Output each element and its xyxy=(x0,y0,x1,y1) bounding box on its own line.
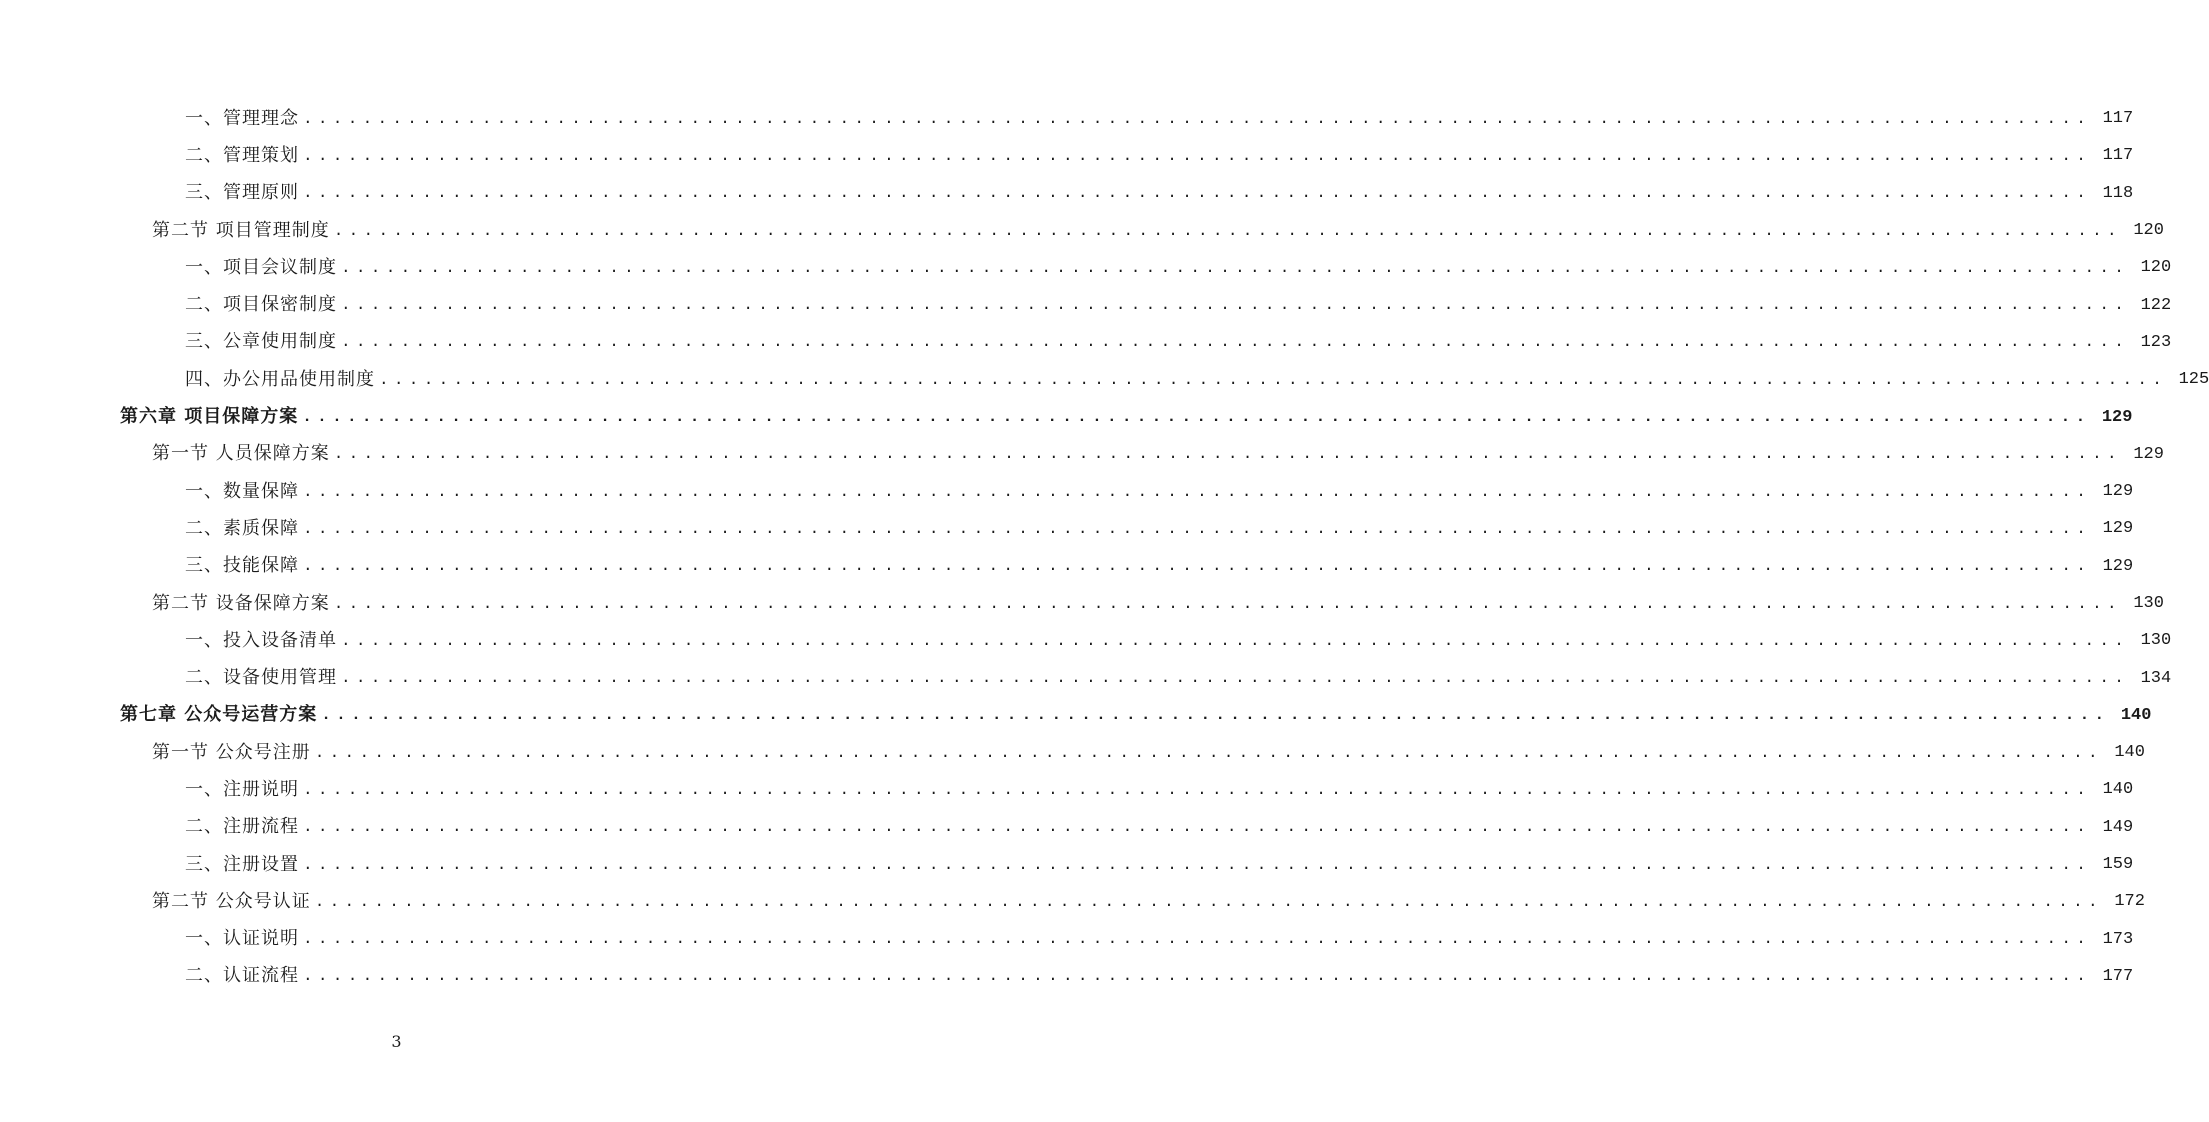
toc-dot-leader: ........................................................................................................................ xyxy=(341,258,2130,277)
toc-dot-leader: ........................................................................................................................ xyxy=(303,184,2092,203)
toc-entry-label: 二、素质保障 xyxy=(185,517,299,539)
toc-entry-item[interactable] xyxy=(0,921,2134,958)
toc-entry-section[interactable] xyxy=(0,734,2145,771)
toc-entry-page: 172 xyxy=(2114,892,2145,912)
toc-dot-leader: ........................................................................................................................ xyxy=(333,594,2122,613)
toc-entry-page: 130 xyxy=(2140,631,2172,651)
toc-entry-item[interactable] xyxy=(0,324,2172,361)
toc-dot-leader: ........................................................................................................................ xyxy=(341,296,2130,315)
toc-entry-page: 140 xyxy=(2114,743,2145,763)
toc-entry-label: 三、注册设置 xyxy=(185,853,299,875)
toc-entry-page: 129 xyxy=(2102,519,2134,539)
toc-entry-page: 173 xyxy=(2102,929,2134,949)
toc-entry-page: 129 xyxy=(2133,444,2164,464)
toc-dot-leader: ........................................................................................................................ xyxy=(303,146,2092,165)
toc-entry-page: 117 xyxy=(2102,146,2134,166)
toc-dot-leader: ........................................................................................................................ xyxy=(379,370,2168,389)
toc-entry-label: 一、投入设备清单 xyxy=(185,629,337,651)
toc-entry-label: 四、办公用品使用制度 xyxy=(185,368,375,390)
toc-entry-page: 120 xyxy=(2133,221,2164,241)
toc-dot-leader: ........................................................................................................................ xyxy=(303,818,2092,837)
toc-entry-item[interactable] xyxy=(0,473,2134,510)
toc-entry-item[interactable] xyxy=(0,809,2134,846)
toc-entry-label: 二、管理策划 xyxy=(185,144,299,166)
toc-entry-item[interactable] xyxy=(0,548,2134,585)
toc-entry-page: 129 xyxy=(2101,407,2133,427)
toc-entry-item[interactable] xyxy=(0,361,2209,398)
toc-entry-section[interactable] xyxy=(0,436,2164,473)
toc-dot-leader: ........................................................................................................................ xyxy=(303,967,2092,986)
toc-entry-label: 三、公章使用制度 xyxy=(185,331,337,353)
toc-entry-item[interactable] xyxy=(0,510,2134,547)
toc-entry-chapter[interactable] xyxy=(0,398,2133,435)
toc-entry-section[interactable] xyxy=(0,585,2164,622)
toc-entry-label: 二、设备使用管理 xyxy=(185,667,337,689)
toc-entry-item[interactable] xyxy=(0,286,2172,323)
toc-dot-leader: ........................................................................................................................ xyxy=(333,221,2122,240)
toc-entry-item[interactable] xyxy=(0,622,2172,659)
toc-dot-leader: ........................................................................................................................ xyxy=(341,333,2130,352)
toc-dot-leader: ........................................................................................................................ xyxy=(303,930,2092,949)
toc-entry-label: 第一节 人员保障方案 xyxy=(152,443,330,465)
toc-dot-leader: ........................................................................................................................ xyxy=(341,669,2130,688)
toc-entry-label: 一、数量保障 xyxy=(185,480,299,502)
toc-dot-leader: ........................................................................................................................ xyxy=(303,855,2092,874)
toc-entry-item[interactable] xyxy=(0,771,2134,808)
toc-entry-item[interactable] xyxy=(0,659,2172,696)
toc-entry-label: 一、认证说明 xyxy=(185,928,299,950)
toc-entry-section[interactable] xyxy=(0,883,2145,920)
toc-dot-leader: ........................................................................................................................ xyxy=(314,892,2103,911)
toc-entry-item[interactable] xyxy=(0,175,2134,212)
toc-dot-leader: ........................................................................................................................ xyxy=(303,109,2092,128)
toc-dot-leader: ........................................................................................................................ xyxy=(302,408,2091,427)
toc-entry-label: 三、管理原则 xyxy=(185,182,299,204)
toc-entry-page: 129 xyxy=(2102,556,2134,576)
toc-entry-label: 一、管理理念 xyxy=(185,107,299,129)
toc-entry-label: 第七章 公众号运营方案 xyxy=(120,704,318,726)
toc-entry-page: 149 xyxy=(2102,817,2134,837)
toc-entry-label: 第六章 项目保障方案 xyxy=(120,406,299,428)
toc-entry-page: 159 xyxy=(2102,855,2134,875)
toc-entry-page: 117 xyxy=(2102,109,2134,129)
toc-dot-leader: ........................................................................................................................ xyxy=(321,706,2110,725)
toc-entry-page: 140 xyxy=(2102,780,2134,800)
toc-entry-label: 二、注册流程 xyxy=(185,816,299,838)
toc-entry-page: 130 xyxy=(2133,594,2164,613)
toc-entry-label: 一、注册说明 xyxy=(185,778,299,800)
toc-entry-label: 二、认证流程 xyxy=(185,965,299,987)
toc-dot-leader: ........................................................................................................................ xyxy=(303,482,2092,501)
toc-dot-leader: ........................................................................................................................ xyxy=(303,557,2092,576)
toc-entry-label: 第二节 设备保障方案 xyxy=(152,592,330,614)
toc-entry-item[interactable] xyxy=(0,846,2134,883)
toc-entry-label: 三、技能保障 xyxy=(185,555,299,577)
toc-entry-page: 123 xyxy=(2140,332,2172,352)
toc-entry-label: 第二节 项目管理制度 xyxy=(152,219,330,241)
toc-entry-chapter[interactable] xyxy=(0,697,2152,734)
toc-dot-leader: ........................................................................................................................ xyxy=(333,445,2122,464)
toc-entry-item[interactable] xyxy=(0,249,2172,286)
toc-entry-page: 125 xyxy=(2178,370,2209,390)
toc-entry-page: 140 xyxy=(2120,705,2152,725)
toc-entry-item[interactable] xyxy=(0,137,2134,174)
toc-entry-item[interactable] xyxy=(0,100,2134,137)
toc-dot-leader: ........................................................................................................................ xyxy=(303,780,2092,799)
table-of-contents xyxy=(0,100,2209,995)
page-number: 3 xyxy=(391,1032,402,1051)
toc-entry-label: 第二节 公众号认证 xyxy=(152,890,311,912)
toc-entry-page: 129 xyxy=(2102,482,2134,502)
toc-entry-label: 第一节 公众号注册 xyxy=(152,741,311,763)
toc-dot-leader: ........................................................................................................................ xyxy=(314,743,2103,762)
toc-entry-page: 134 xyxy=(2140,668,2172,688)
toc-entry-section[interactable] xyxy=(0,212,2164,249)
toc-entry-page: 118 xyxy=(2102,183,2134,203)
toc-entry-label: 一、项目会议制度 xyxy=(185,256,337,278)
toc-dot-leader: ........................................................................................................................ xyxy=(341,631,2130,650)
toc-entry-page: 122 xyxy=(2140,295,2172,315)
toc-entry-label: 二、项目保密制度 xyxy=(185,294,337,316)
toc-entry-page: 177 xyxy=(2102,966,2134,986)
toc-dot-leader: ........................................................................................................................ xyxy=(303,519,2092,538)
toc-entry-item[interactable] xyxy=(0,958,2134,995)
toc-entry-page: 120 xyxy=(2140,258,2172,278)
